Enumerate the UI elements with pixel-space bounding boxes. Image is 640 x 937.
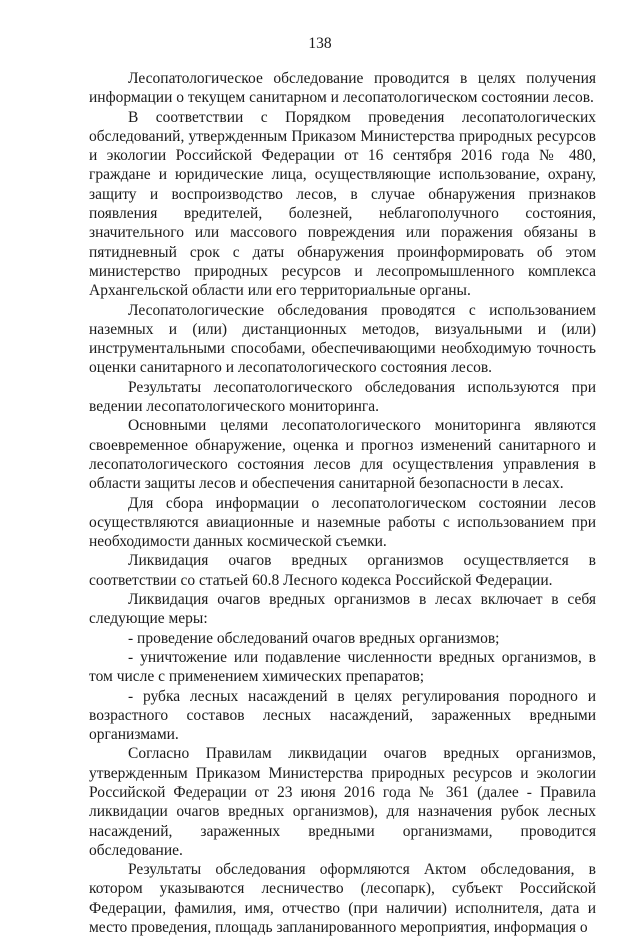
- paragraph-data-collection: Для сбора информации о лесопатологическом состоянии лесов осуществляются авиационные и наземные работы с использованием при необходимости данных космической съемки.: [89, 494, 596, 551]
- list-item-measure-surveys: - проведение обследований очагов вредных организмов;: [128, 629, 500, 647]
- paragraph-monitoring-goals: Основными целями лесопатологического мониторинга являются своевременное обнаружение, оценка и прогноз изменений санитарного и лесопатологического состояния лесов для осуществления управления в области защиты лесов и обеспечения санитарной безопасности в лесах.: [89, 417, 596, 493]
- document-body: [89, 69, 596, 937]
- paragraph-elimination-rules: Согласно Правилам ликвидации очагов вредных организмов, утвержденным Приказом Министерства природных ресурсов и экологии Российской Федерации от 23 июня 2016 года № 361 (далее - Правила ликвидации очагов вредных организмов), для назначения рубок лесных насаждений, зараженных вредными организмами, проводится обследование.: [89, 745, 596, 859]
- page-number: 138: [308, 35, 332, 52]
- paragraph-outbreak-elimination: Ликвидация очагов вредных организмов осуществляется в соответствии со статьей 60.8 Лесного кодекса Российской Федерации.: [89, 552, 596, 589]
- paragraph-survey-purpose: Лесопатологическое обследование проводится в целях получения информации о текущем санитарном и лесопатологическом состоянии лесов.: [89, 70, 596, 107]
- paragraph-survey-act: Результаты обследования оформляются Актом обследования, в котором указываются лесничество (лесопарк), субъект Российской Федерации, фамилия, имя, отчество (при наличии) исполнителя, дата и место проведения, площадь запланированного мероприятия, информация о: [89, 861, 596, 937]
- list-item-measure-suppression: - уничтожение или подавление численности вредных организмов, в том числе с применением химических препаратов;: [89, 648, 596, 686]
- paragraph-survey-results-use: Результаты лесопатологического обследования используются при ведении лесопатологического мониторинга.: [89, 378, 596, 416]
- list-item-measure-felling: - рубка лесных насаждений в целях регулирования породного и возрастного составов лесных насаждений, зараженных вредными организмами.: [89, 687, 596, 744]
- paragraph-measures-intro: Ликвидация очагов вредных организмов в лесах включает в себя следующие меры:: [89, 591, 596, 628]
- paragraph-survey-procedure: В соответствии с Порядком проведения лесопатологических обследований, утвержденным Приказом Министерства природных ресурсов и экологии Российской Федерации от 16 сентября 2016 года № 480, граждане и юридические лица, осуществляющие использование, охрану, защиту и воспроизводство лесов, в случае обнаружения признаков появления вредителей, болезней, неблагополучного состояния, значительного или массового повреждения или поражения обязаны в пятидневный срок с даты обнаружения проинформировать об этом министерство природных ресурсов и лесопромышленного комплекса Архангельской области или его территориальные органы.: [89, 108, 596, 300]
- paragraph-survey-methods: Лесопатологические обследования проводятся с использованием наземных и (или) дистанционных методов, визуальными и (или) инструментальными способами, обеспечивающими необходимую точность оценки санитарного и лесопатологического состояния лесов.: [89, 301, 596, 377]
